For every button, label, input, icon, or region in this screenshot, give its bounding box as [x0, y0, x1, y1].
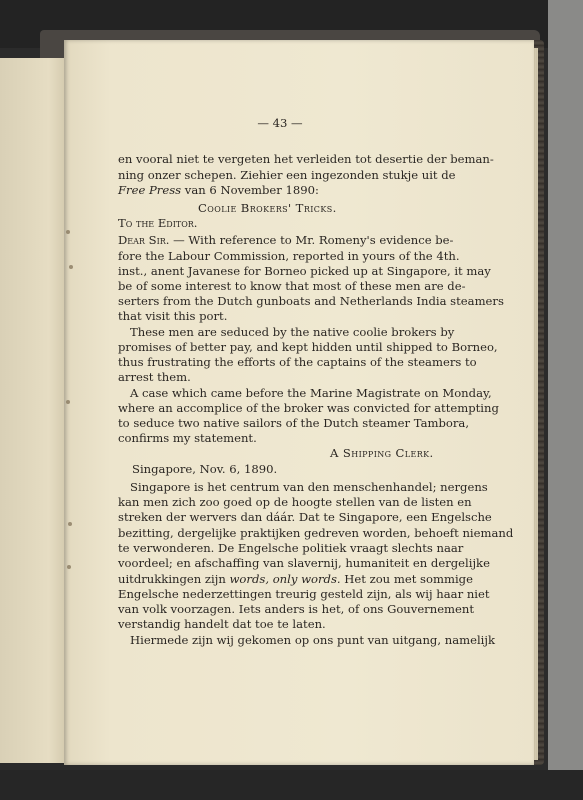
- left-page: [0, 58, 70, 763]
- text-line: te verwonderen. De Engelsche politiek vraagt slechts naar: [118, 541, 464, 555]
- italic-phrase: words, only words.: [229, 572, 341, 586]
- text-line: van volk voorzagen. Iets anders is het, of ons Gouvernement: [118, 602, 475, 616]
- text-line: ning onzer schepen. Ziehier een ingezonden stukje uit de: [118, 168, 456, 182]
- page-number: — 43 —: [257, 116, 303, 130]
- text-line: to seduce two native sailors of the Dutch steamer Tambora,: [118, 416, 470, 430]
- text-line: Free Press van 6 November 1890:: [118, 183, 319, 197]
- text-line: fore the Labour Commission, reported in yours of the 4th.: [118, 249, 460, 263]
- salutation: Dear Sir.: [118, 233, 170, 247]
- text-line: Hiermede zijn wij gekomen op ons punt van uitgang, namelijk: [130, 633, 495, 647]
- text-line: uitdrukkingen zijn words, only words. Het zou met sommige: [118, 572, 473, 586]
- text-line: Dear Sir. — With reference to Mr. Romeny's evidence be-: [118, 233, 454, 247]
- text-line: voordeel; en afschaffing van slavernij, humaniteit en dergelijke: [118, 556, 490, 570]
- dateline: Singapore, Nov. 6, 1890.: [132, 462, 278, 476]
- stain-speck: [66, 400, 70, 404]
- stain-speck: [69, 265, 73, 269]
- text-line: confirms my statement.: [118, 431, 257, 445]
- background-right: [548, 0, 583, 800]
- text-line: en vooral niet te vergeten het verleiden tot desertie der beman-: [118, 152, 494, 166]
- stain-speck: [68, 522, 72, 526]
- text-line: that visit this port.: [118, 309, 228, 323]
- text-line: These men are seduced by the native coolie brokers by: [130, 325, 455, 339]
- text-line: thus frustrating the efforts of the captains of the steamers to: [118, 355, 477, 369]
- text-line: inst., anent Javanese for Borneo picked up at Singapore, it may: [118, 264, 491, 278]
- text-line: Engelsche nederzettingen treurig gesteld zijn, als wij haar niet: [118, 587, 490, 601]
- signature: A Shipping Clerk.: [330, 446, 434, 460]
- text-line: streken der wervers dan dáár. Dat te Singapore, een Engelsche: [118, 510, 492, 524]
- text-line: where an accomplice of the broker was convicted for attempting: [118, 401, 499, 415]
- source-title: Free Press: [118, 183, 182, 197]
- text-line: arrest them.: [118, 370, 191, 384]
- background-bottom: [0, 770, 583, 800]
- letter-heading: Coolie Brokers' Tricks.: [198, 201, 337, 215]
- text-line: promises of better pay, and kept hidden until shipped to Borneo,: [118, 340, 498, 354]
- text-line: serters from the Dutch gunboats and Netherlands India steamers: [118, 294, 504, 308]
- stain-speck: [66, 230, 70, 234]
- text-line: verstandig handelt dat toe te laten.: [118, 617, 326, 631]
- text-line: kan men zich zoo goed op de hoogte stellen van de listen en: [118, 495, 472, 509]
- text-line: bezitting, dergelijke praktijken gedreven worden, behoeft niemand: [118, 526, 514, 540]
- text-line: A case which came before the Marine Magistrate on Monday,: [130, 386, 492, 400]
- stain-speck: [67, 565, 71, 569]
- to-editor: To the Editor.: [118, 216, 198, 230]
- text-line: be of some interest to know that most of these men are de-: [118, 279, 466, 293]
- text-line: Singapore is het centrum van den menschenhandel; nergens: [130, 480, 488, 494]
